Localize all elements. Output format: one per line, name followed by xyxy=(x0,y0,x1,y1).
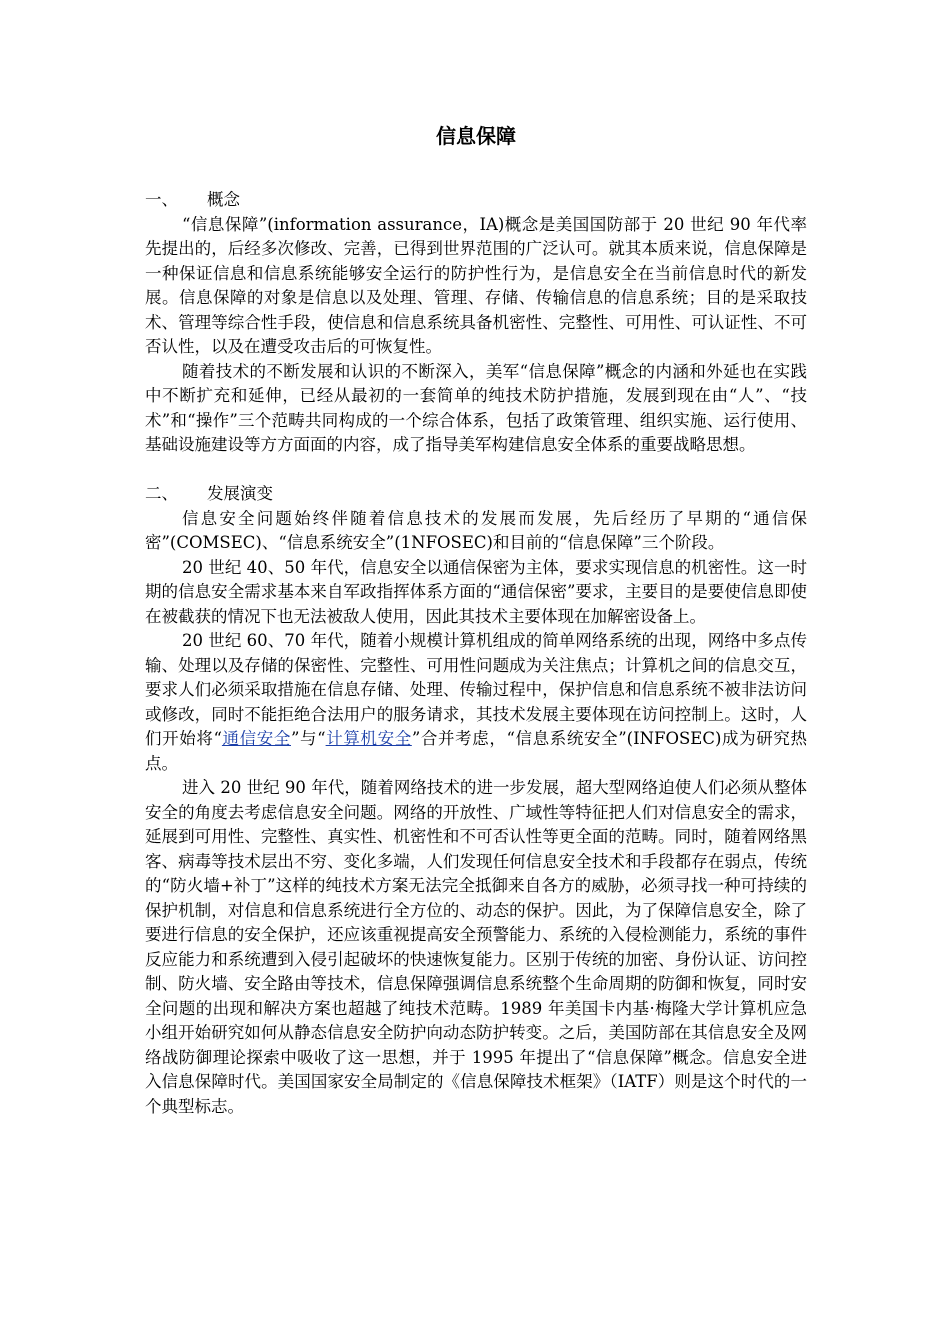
document-page xyxy=(145,118,807,1119)
paragraph: 20 世纪 40、50 年代，信息安全以通信保密为主体，要求实现信息的机密性。这一时期的信息安全需求基本来自军政指挥体系方面的“通信保密”要求，主要目的是要使信息即使在被截获的情况下也无法被敌人使用，因此其技术主要体现在加解密设备上。 xyxy=(145,557,807,626)
section-title: 概念 xyxy=(207,190,240,209)
paragraph-text: 20 世纪 60、70 年代，随着小规模计算机组成的简单网络系统的出现，网络中多点传输、处理以及存储的保密性、完整性、可用性问题成为关注焦点；计算机之间的信息交互，要求人们必须采取措施在信息存储、处理、传输过程中，保护信息和信息系统不被非法访问或修改，同时不能拒绝合法用户的服务请求，其技术发展主要体现在访问控制上。这时，人们开始将“ xyxy=(145,631,807,748)
section-heading-evolution xyxy=(145,482,807,507)
paragraph: 信息安全问题始终伴随着信息技术的发展而发展，先后经历了早期的“通信保密”(COMSEC)、“信息系统安全”(1NFOSEC)和目前的“信息保障”三个阶段。 xyxy=(145,508,807,552)
paragraph-text: ”与“ xyxy=(291,729,326,748)
paragraph: “信息保障”(information assurance，IA)概念是美国国防部于 20 世纪 90 年代率先提出的，后经多次修改、完善，已得到世界范围的广泛认可。就其本质来说，信息保障是一种保证信息和信息系统能够安全运行的防护性行为，是信息安全在当前信息时代的新发展。信息保障的对象是信息以及处理、管理、存储、传输信息的信息系统；目的是采取技术、管理等综合性手段，使信息和信息系统具备机密性、完整性、可用性、可认证性、不可否认性，以及在遭受攻击后的可恢复性。 xyxy=(145,214,807,356)
blank-line xyxy=(145,458,807,483)
section-number: 一、 xyxy=(145,190,178,209)
section-heading-concept xyxy=(145,188,807,213)
paragraph-with-links xyxy=(145,629,807,776)
document-title: 信息保障 xyxy=(436,124,516,148)
section-title: 发展演变 xyxy=(207,484,273,503)
link-computer-security[interactable]: 计算机安全 xyxy=(325,729,412,748)
paragraph-text: ”合并考虑，“信息系统安全”(INFOSEC)成为研究热点。 xyxy=(145,729,808,773)
link-communication-security[interactable]: 通信安全 xyxy=(221,729,291,748)
section-number: 二、 xyxy=(145,484,178,503)
paragraph: 进入 20 世纪 90 年代，随着网络技术的进一步发展，超大型网络迫使人们必须从整体安全的角度去考虑信息安全问题。网络的开放性、广域性等特征把人们对信息安全的需求，延展到可用性、完整性、真实性、机密性和不可否认性等更全面的范畴。同时，随着网络黑客、病毒等技术层出不穷、变化多端，人们发现任何信息安全技术和手段都存在弱点，传统的“防火墙+补丁”这样的纯技术方案无法完全抵御来自各方的威胁，必须寻找一种可持续的保护机制，对信息和信息系统进行全方位的、动态的保护。因此，为了保障信息安全，除了要进行信息的安全保护，还应该重视提高安全预警能力、系统的入侵检测能力，系统的事件反应能力和系统遭到入侵引起破坏的快速恢复能力。区别于传统的加密、身份认证、访问控制、防火墙、安全路由等技术，信息保障强调信息系统整个生命周期的防御和恢复，同时安全问题的出现和解决方案也超越了纯技术范畴。1989 年美国卡内基·梅隆大学计算机应急小组开始研究如何从静态信息安全防护向动态防护转变。之后，美国防部在其信息安全及网络战防御理论探索中吸收了这一思想，并于 1995 年提出了“信息保障”概念。信息安全进入信息保障时代。美国国家安全局制定的《信息保障技术框架》（IATF）则是这个时代的一个典型标志。 xyxy=(145,778,807,1116)
paragraph: 随着技术的不断发展和认识的不断深入，美军“信息保障”概念的内涵和外延也在实践中不断扩充和延伸，已经从最初的一套简单的纯技术防护措施，发展到现在由“人”、“技术”和“操作”三个范畴共同构成的一个综合体系，包括了政策管理、组织实施、运行使用、基础设施建设等方方面面的内容，成了指导美军构建信息安全体系的重要战略思想。 xyxy=(145,361,807,454)
